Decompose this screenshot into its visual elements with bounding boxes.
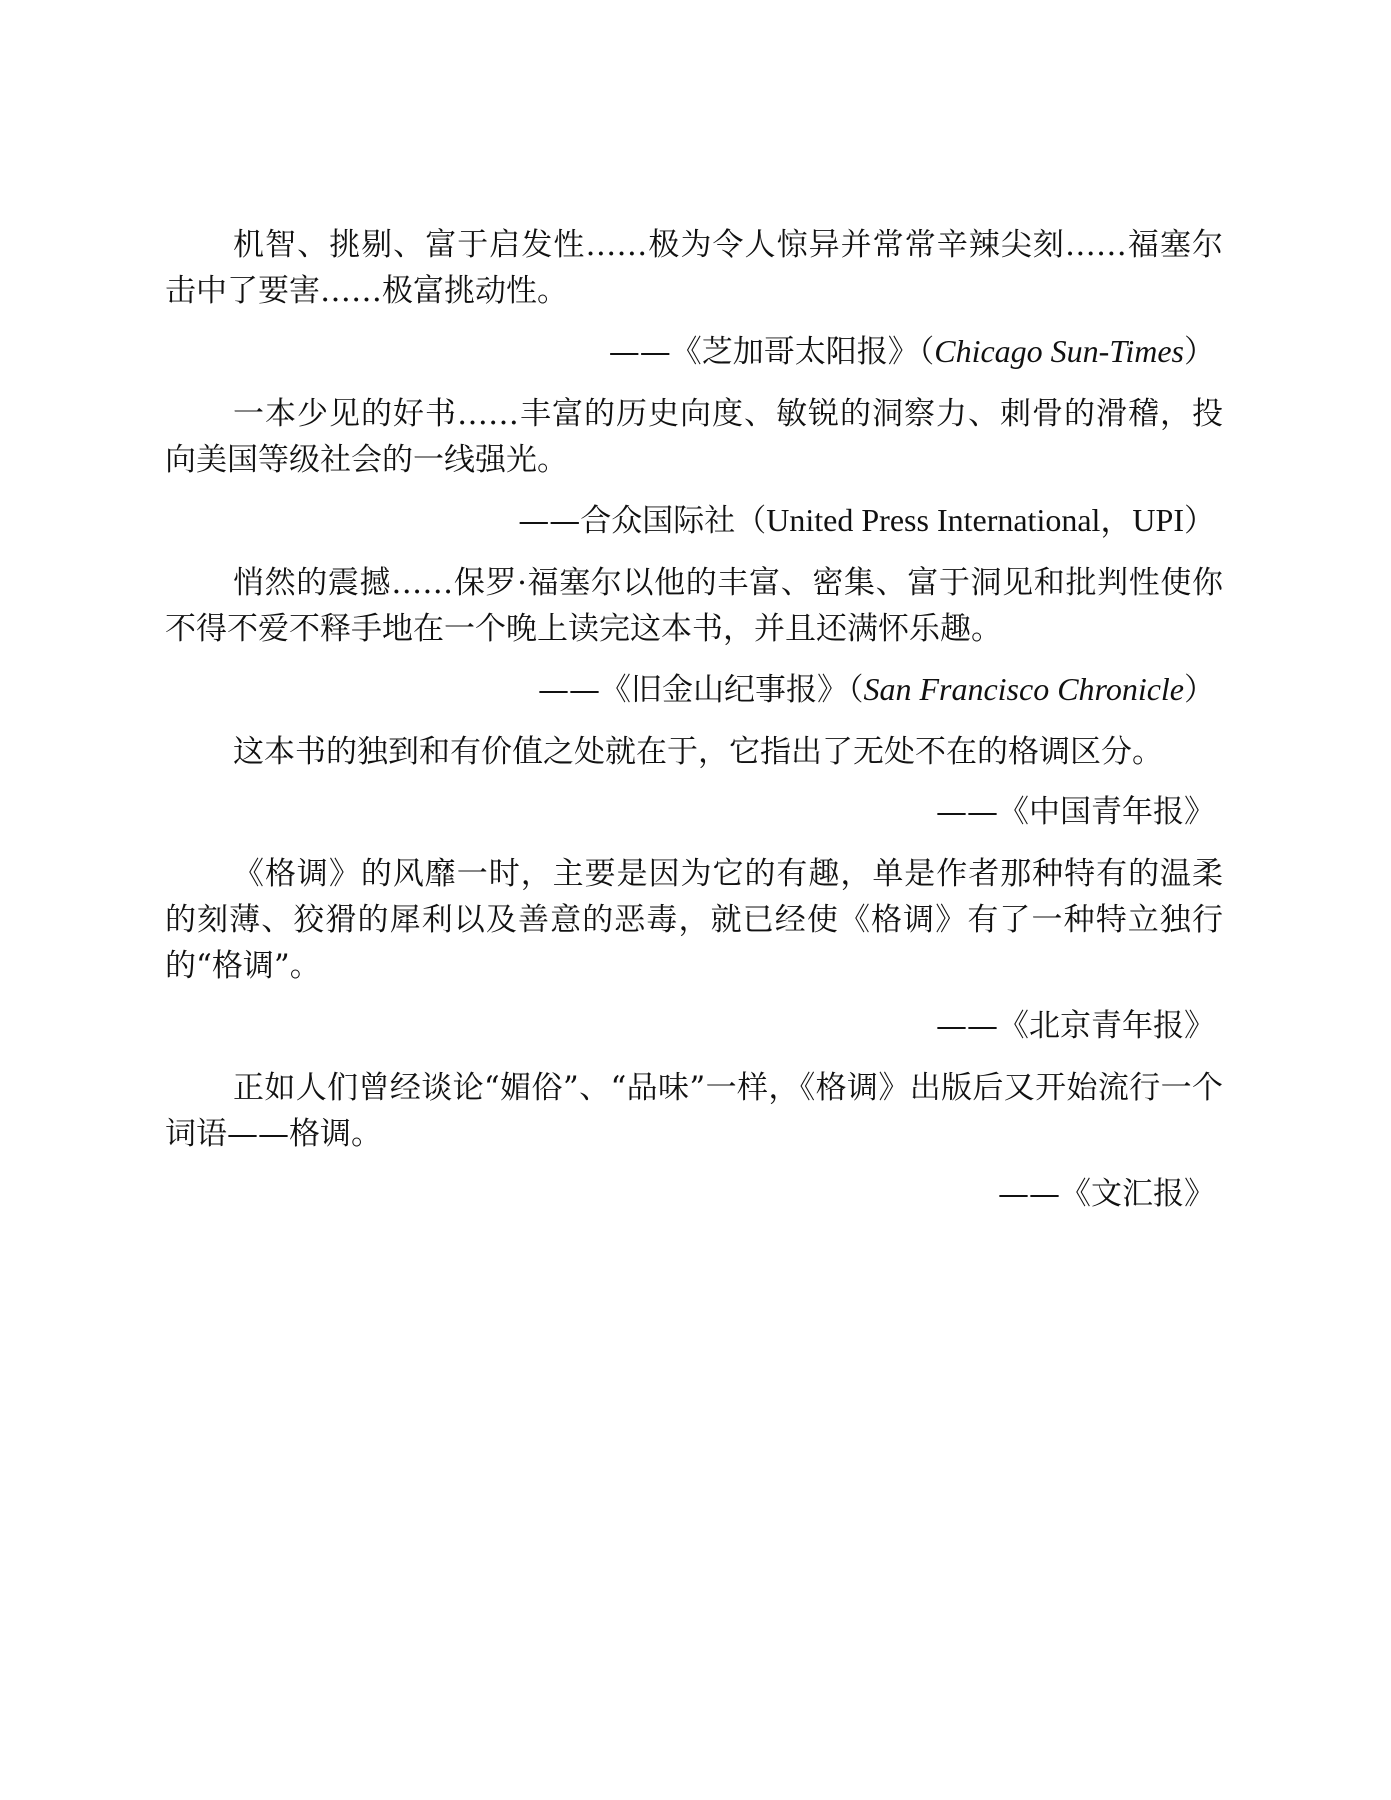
- source-latin-name: Chicago Sun-Times: [934, 333, 1184, 369]
- review-quote: 《格调》的风靡一时，主要是因为它的有趣，单是作者那种特有的温柔的刻薄、狡猾的犀利以及善意的恶毒，就已经使《格调》有了一种特立独行的“格调”。: [165, 856, 1223, 984]
- source-name: ——合众国际社（: [518, 503, 767, 539]
- source-latin-name: United Press International，UPI: [766, 502, 1184, 538]
- source-name: ——《北京青年报》: [936, 1008, 1215, 1044]
- source-suffix: ）: [1184, 503, 1215, 539]
- source-name: ——《芝加哥太阳报》（: [608, 334, 935, 370]
- source-name: ——《旧金山纪事报》（: [537, 672, 864, 708]
- review-page: [165, 222, 1223, 1233]
- review-source: [165, 666, 1223, 713]
- source-suffix: ）: [1184, 672, 1215, 708]
- review-quote: 这本书的独到和有价值之处就在于，它指出了无处不在的格调区分。: [233, 734, 1163, 770]
- review-source: [165, 1171, 1223, 1217]
- review-source: [165, 497, 1223, 544]
- review-source: [165, 1003, 1223, 1049]
- review-quote: 悄然的震撼……保罗·福塞尔以他的丰富、密集、富于洞见和批判性使你不得不爱不释手地在一个晚上读完这本书，并且还满怀乐趣。: [165, 565, 1223, 647]
- source-suffix: ）: [1184, 334, 1215, 370]
- review-quote: 正如人们曾经谈论“媚俗”、“品味”一样，《格调》出版后又开始流行一个词语——格调。: [165, 1070, 1223, 1152]
- review-source: [165, 789, 1223, 835]
- review-source: [165, 328, 1223, 375]
- review-quote: 一本少见的好书……丰富的历史向度、敏锐的洞察力、刺骨的滑稽，投向美国等级社会的一线强光。: [165, 396, 1223, 478]
- source-latin-name: San Francisco Chronicle: [863, 671, 1184, 707]
- source-name: ——《中国青年报》: [936, 794, 1215, 830]
- source-name: ——《文汇报》: [998, 1176, 1215, 1212]
- review-quote: 机智、挑剔、富于启发性……极为令人惊异并常常辛辣尖刻……福塞尔击中了要害……极富挑动性。: [165, 227, 1223, 309]
